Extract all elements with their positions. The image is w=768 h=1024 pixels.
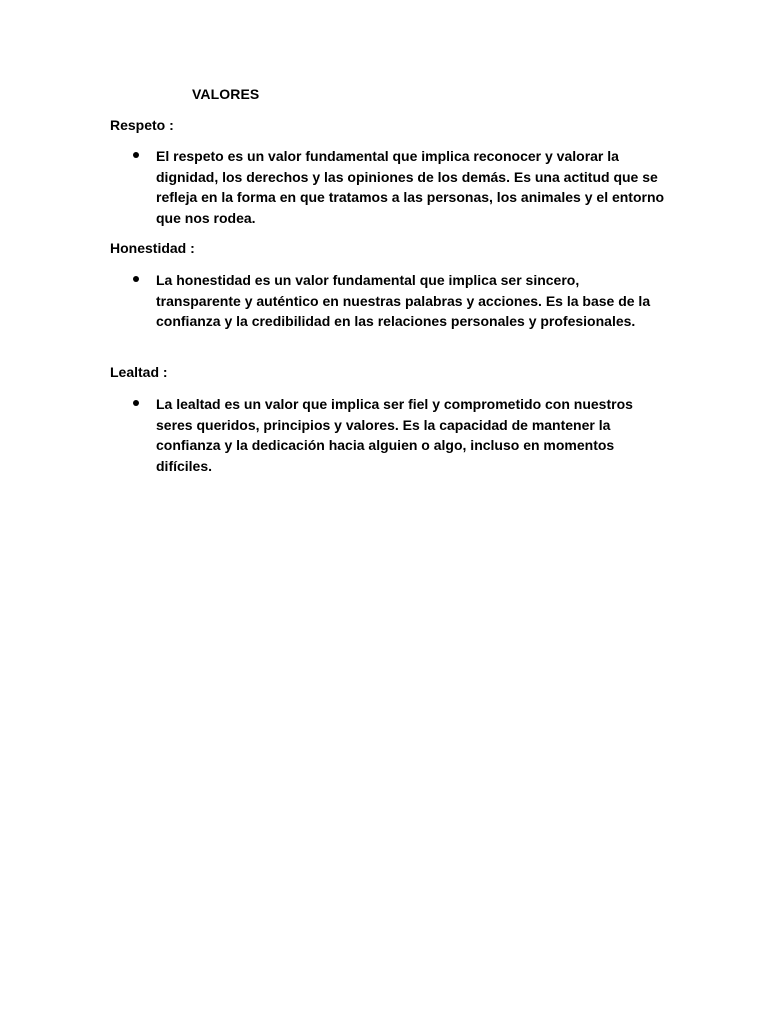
document-title: VALORES <box>192 86 260 102</box>
bullet-text-honestidad: La honestidad es un valor fundamental que implica ser sincero, transparente y auténtico en nuestras palabras y acciones. Es la base de la confianza y la credibilidad en las relaciones personales y profesionales. <box>156 272 651 330</box>
bullet-icon <box>133 400 139 406</box>
section-heading-respeto: Respeto : <box>110 117 174 133</box>
bullet-icon <box>133 152 139 158</box>
bullet-text-respeto: El respeto es un valor fundamental que implica reconocer y valorar la dignidad, los derechos y las opiniones de los demás. Es una actitud que se refleja en la forma en que tratamos a las personas, los animales y el entorno que nos rodea. <box>156 148 665 227</box>
bullet-icon <box>133 276 139 282</box>
bullet-text-lealtad: La lealtad es un valor que implica ser fiel y comprometido con nuestros seres queridos, principios y valores. Es la capacidad de mantener la confianza y la dedicación hacia alguien o algo, incluso en momentos difíciles. <box>156 396 633 475</box>
section-heading-honestidad: Honestidad : <box>110 240 195 256</box>
section-heading-lealtad: Lealtad : <box>110 364 168 380</box>
